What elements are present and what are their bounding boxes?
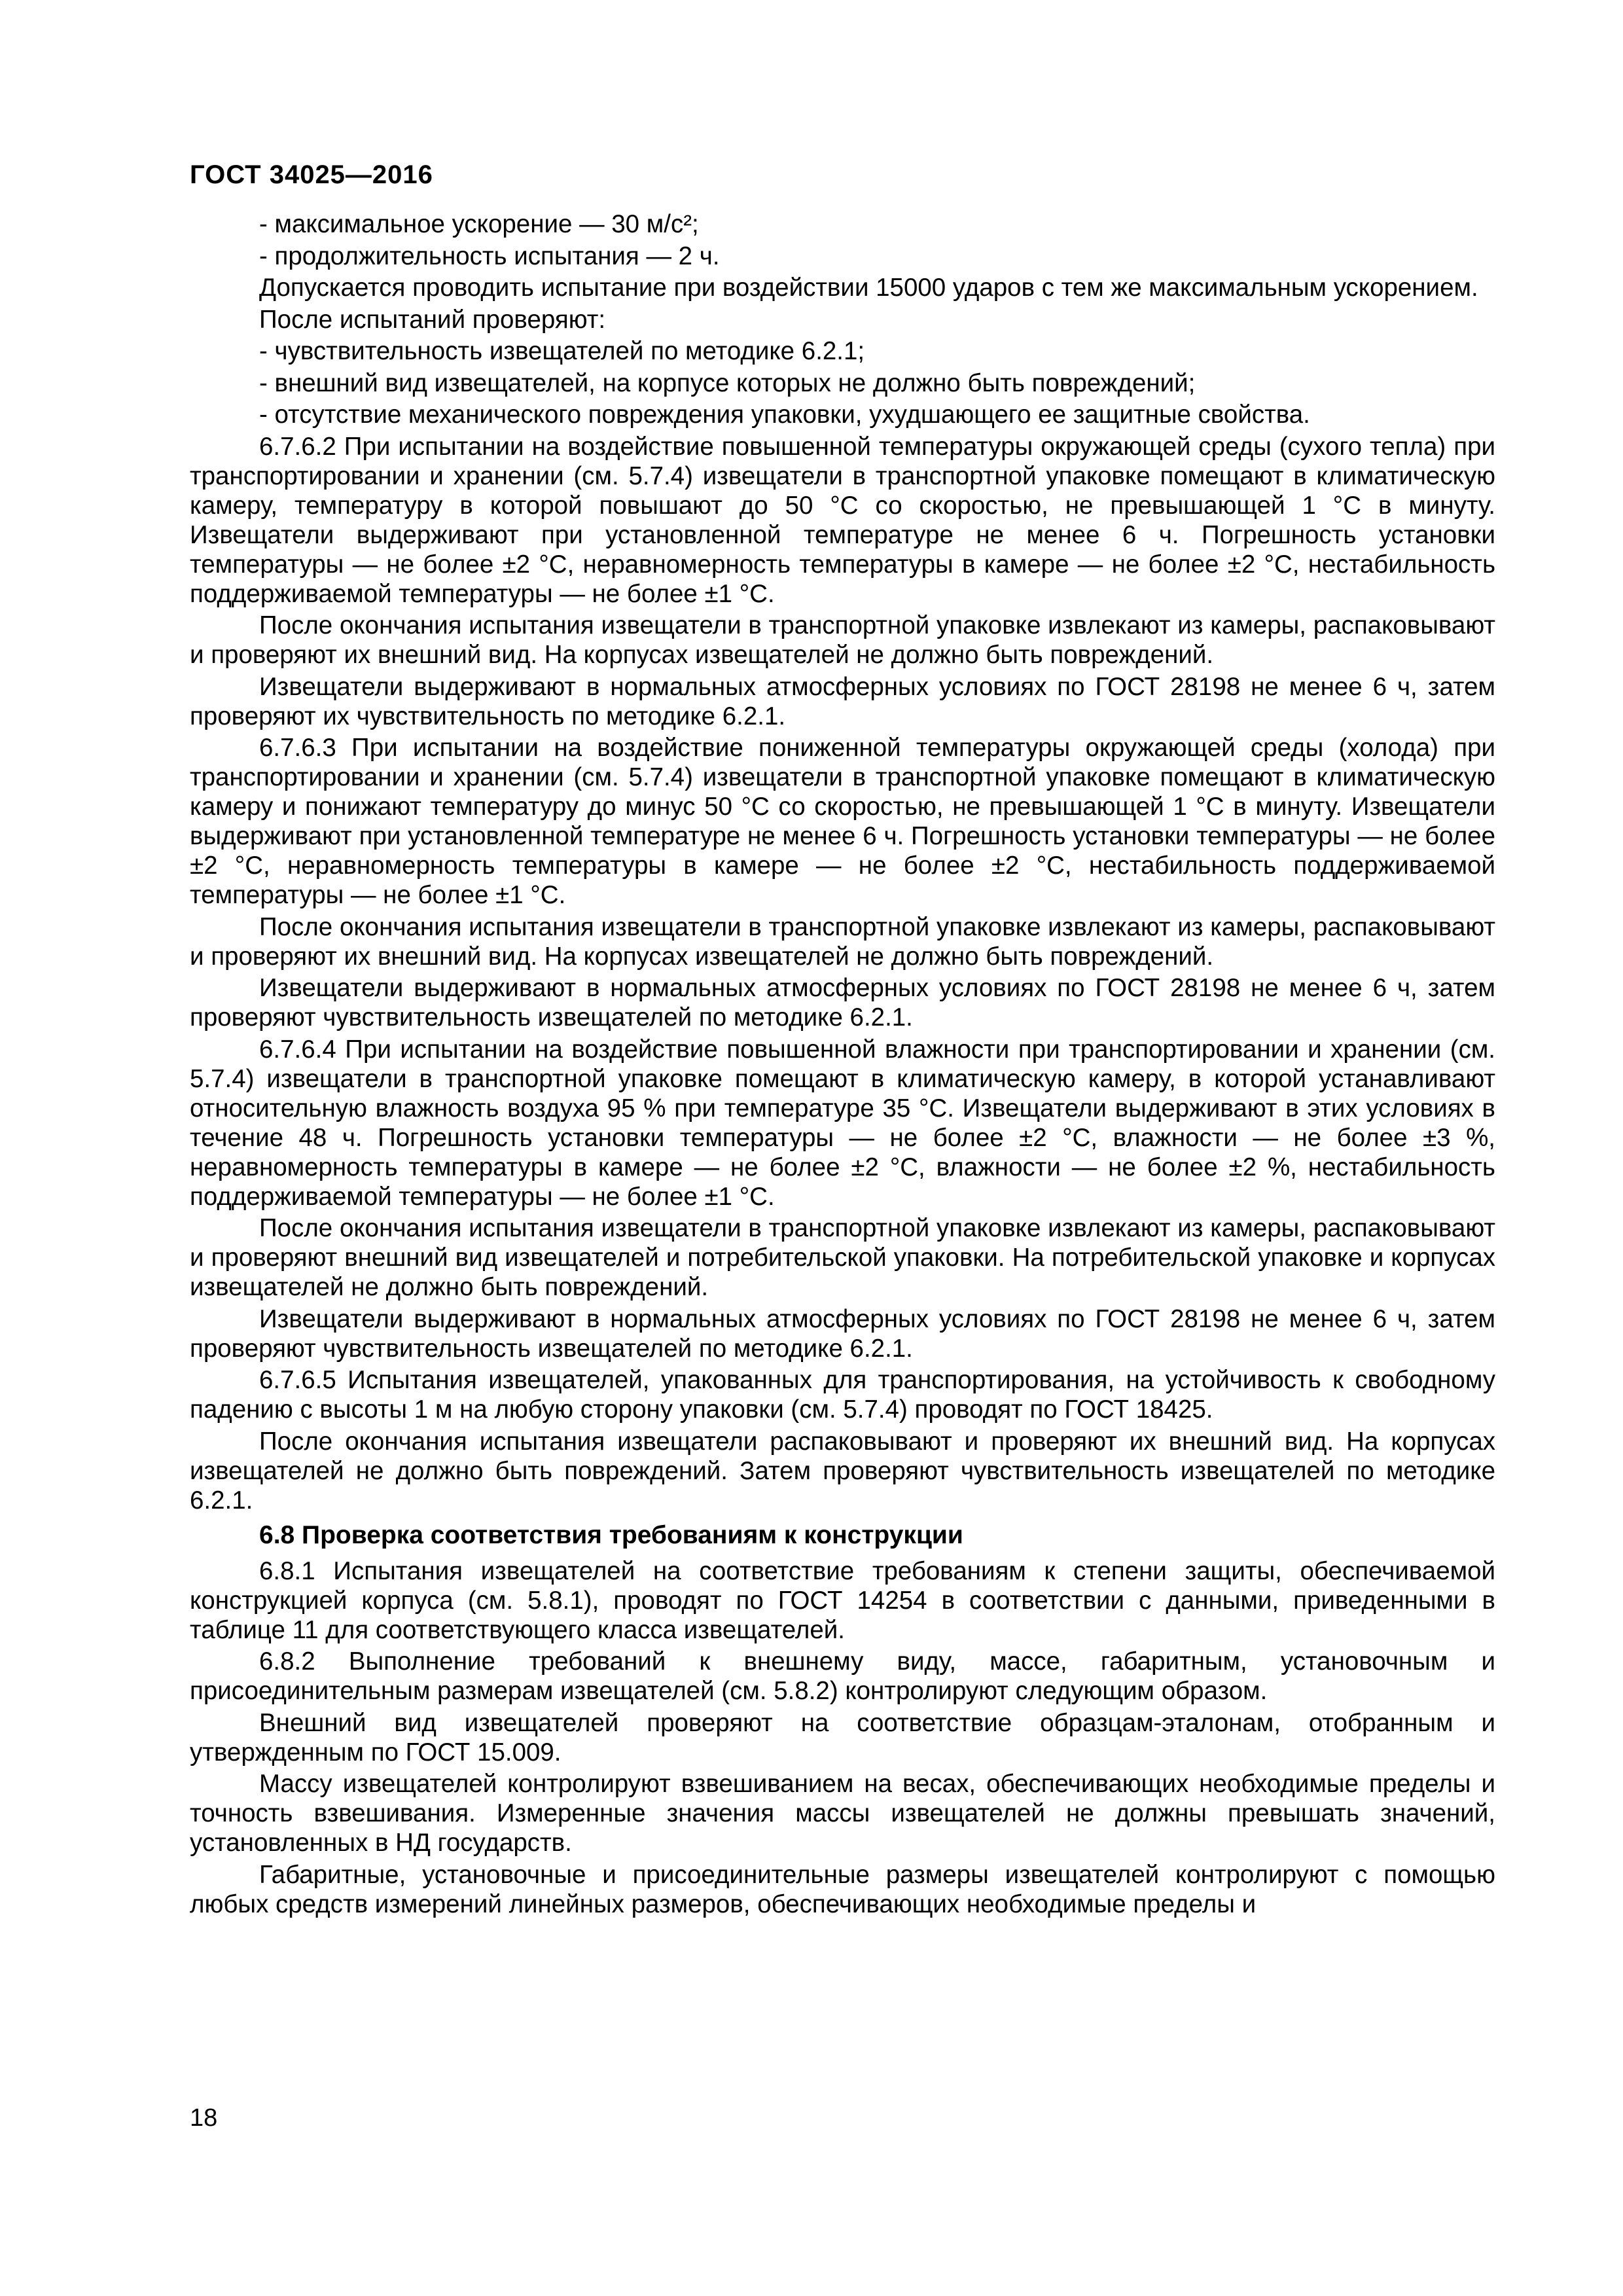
paragraph: - чувствительность извещателей по методике 6.2.1; bbox=[259, 337, 865, 365]
paragraph: После окончания испытания извещатели в транспортной упаковке извлекают из камеры, распаковывают и проверяют внешний вид извещателей и потребительской упаковки. На потребительской упаковке и корпусах извещателей не должно быть повреждений. bbox=[190, 1214, 1495, 1301]
paragraph: 6.7.6.2 При испытании на воздействие повышенной температуры окружающей среды (сухого тепла) при транспортировании и хранении (см. 5.7.4) извещатели в транспортной упаковке помещают в климатическую камеру, температуру в которой повышают до 50 °С со скоростью, не превышающей 1 °С в минуту. Извещатели выдерживают при установленной температуре не менее 6 ч. Погрешность установки температуры — не более ±2 °С, неравномерность температуры в камере — не более ±2 °С, нестабильность поддерживаемой температуры — не более ±1 °С. bbox=[190, 432, 1495, 608]
section-heading: 6.8 Проверка соответствия требованиям к конструкции bbox=[259, 1520, 963, 1549]
paragraph: - внешний вид извещателей, на корпусе которых не должно быть повреждений; bbox=[259, 368, 1196, 397]
paragraph: - отсутствие механического повреждения упаковки, ухудшающего ее защитные свойства. bbox=[259, 401, 1310, 429]
paragraph: 6.7.6.4 При испытании на воздействие повышенной влажности при транспортировании и хранении (см. 5.7.4) извещатели в транспортной упаковке помещают в климатическую камеру, в которой устанавливают относительную влажность воздуха 95 % при температуре 35 °С. Извещатели выдерживают в этих условиях в течение 48 ч. Погрешность установки температуры — не более ±2 °С, влажности — не более ±3 %, неравномерность температуры в камере — не более ±2 °С, влажности — не более ±2 %, нестабильность поддерживаемой температуры — не более ±1 °С. bbox=[190, 1035, 1495, 1211]
paragraph: Извещатели выдерживают в нормальных атмосферных условиях по ГОСТ 28198 не менее 6 ч, затем проверяют их чувствительность по методике 6.2.1. bbox=[190, 672, 1495, 730]
paragraph: После окончания испытания извещатели в транспортной упаковке извлекают из камеры, распаковывают и проверяют их внешний вид. На корпусах извещателей не должно быть повреждений. bbox=[190, 912, 1495, 971]
paragraph: - максимальное ускорение — 30 м/с²; bbox=[259, 210, 699, 238]
paragraph: Допускается проводить испытание при воздействии 15000 ударов с тем же максимальным ускорением. bbox=[259, 274, 1478, 302]
paragraph: Извещатели выдерживают в нормальных атмосферных условиях по ГОСТ 28198 не менее 6 ч, затем проверяют чувствительность извещателей по методике 6.2.1. bbox=[190, 974, 1495, 1031]
paragraph: Массу извещателей контролируют взвешиванием на весах, обеспечивающих необходимые пределы и точность взвешивания. Измеренные значения массы извещателей не должны превышать значений, установленных в НД государств. bbox=[190, 1770, 1495, 1857]
paragraph: После окончания испытания извещатели в транспортной упаковке извлекают из камеры, распаковывают и проверяют их внешний вид. На корпусах извещателей не должно быть повреждений. bbox=[190, 611, 1495, 669]
paragraph: После испытаний проверяют: bbox=[259, 305, 606, 334]
paragraph: 6.8.2 Выполнение требований к внешнему виду, массе, габаритным, установочным и присоединительным размерам извещателей (см. 5.8.2) контролируют следующим образом. bbox=[190, 1647, 1495, 1705]
paragraph: 6.7.6.5 Испытания извещателей, упакованных для транспортирования, на устойчивость к свободному падению с высоты 1 м на любую сторону упаковки (см. 5.7.4) проводят по ГОСТ 18425. bbox=[190, 1366, 1495, 1424]
paragraph: 6.8.1 Испытания извещателей на соответствие требованиям к степени защиты, обеспечиваемой конструкцией корпуса (см. 5.8.1), проводят по ГОСТ 14254 в соответствии с данными, приведенными в таблице 11 для соответствующего класса извещателей. bbox=[190, 1556, 1495, 1644]
paragraph: 6.7.6.3 При испытании на воздействие пониженной температуры окружающей среды (холода) при транспортировании и хранении (см. 5.7.4) извещатели в транспортной упаковке помещают в климатическую камеру и понижают температуру до минус 50 °С со скоростью, не превышающей 1 °С в минуту. Извещатели выдерживают при установленной температуре не менее 6 ч. Погрешность установки температуры — не более ±2 °С, неравномерность температуры в камере — не более ±2 °С, нестабильность поддерживаемой температуры — не более ±1 °С. bbox=[190, 734, 1495, 909]
paragraph: Внешний вид извещателей проверяют на соответствие образцам-эталонам, отобранным и утвержденным по ГОСТ 15.009. bbox=[190, 1708, 1495, 1767]
document-header: ГОСТ 34025—2016 bbox=[190, 160, 433, 189]
paragraph: После окончания испытания извещатели распаковывают и проверяют их внешний вид. На корпусах извещателей не должно быть повреждений. Затем проверяют чувствительность извещателей по методике 6.2.1. bbox=[190, 1427, 1495, 1515]
document-body bbox=[190, 209, 1495, 1921]
paragraph: Габаритные, установочные и присоединительные размеры извещателей контролируют с помощью любых средств измерений линейных размеров, обеспечивающих необходимые пределы и bbox=[190, 1860, 1495, 1918]
page-number: 18 bbox=[190, 2104, 218, 2132]
paragraph: Извещатели выдерживают в нормальных атмосферных условиях по ГОСТ 28198 не менее 6 ч, затем проверяют чувствительность извещателей по методике 6.2.1. bbox=[190, 1304, 1495, 1363]
paragraph: - продолжительность испытания — 2 ч. bbox=[259, 242, 720, 270]
